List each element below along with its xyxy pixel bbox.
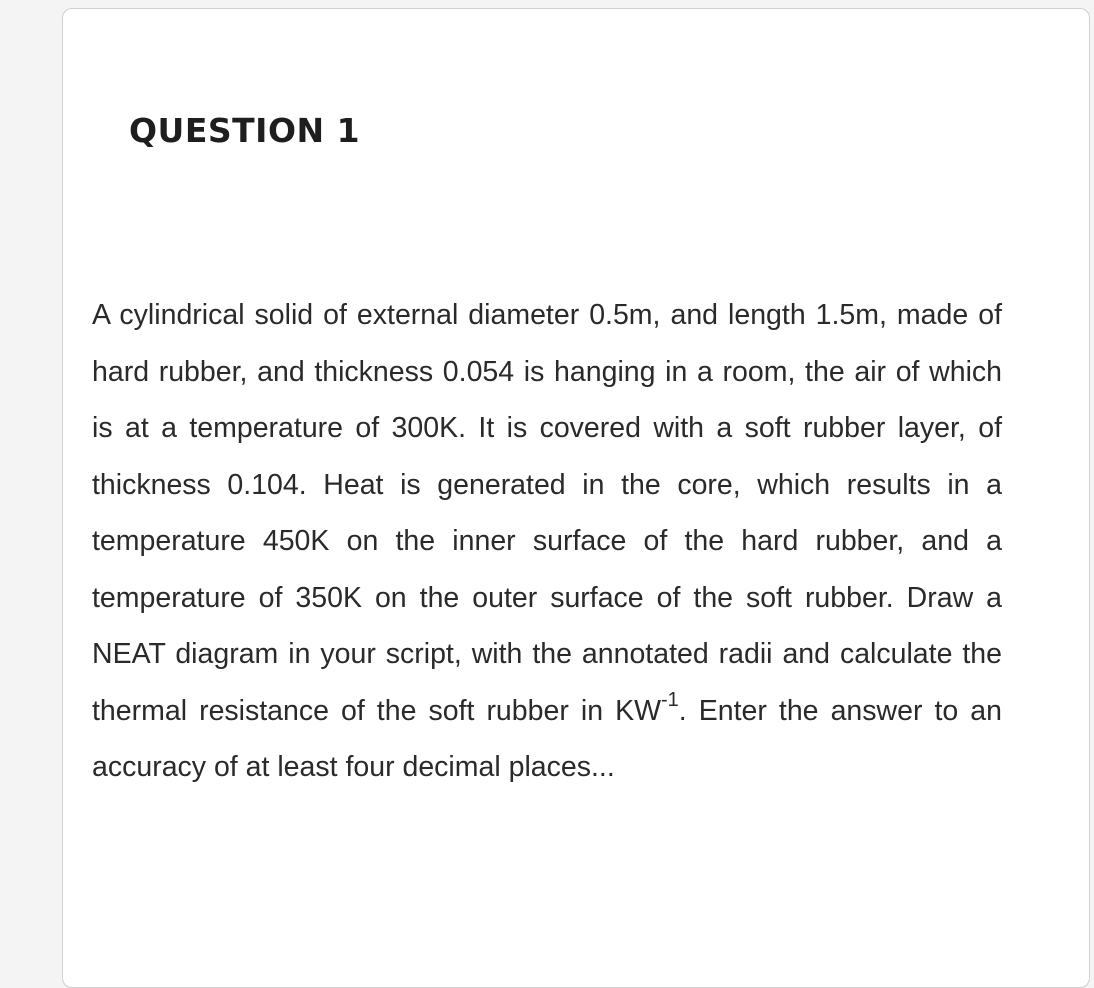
question-card — [62, 8, 1090, 988]
question-body-part1: A cylindrical solid of external diameter 0.5m, and length 1.5m, made of hard rubber, and thickness 0.054 is hanging in a room, the air of which is at a temperature of 300K. It is covered with a soft rubber layer, of thickness 0.104. Heat is generated in the core, which results in a temperature 450K on the inner surface of the hard rubber, and a temperature of 350K on the outer surface of the soft rubber. Draw a NEAT diagram in your script, with the annotated radii and calculate the thermal resistance of the soft rubber in KW — [92, 299, 1002, 727]
question-title: QUESTION 1 — [129, 111, 361, 150]
question-text — [92, 287, 1002, 796]
question-body-part2: . Enter the answer to an accuracy of at least four decimal places... — [92, 694, 1002, 783]
unit-exponent: -1 — [661, 688, 679, 711]
